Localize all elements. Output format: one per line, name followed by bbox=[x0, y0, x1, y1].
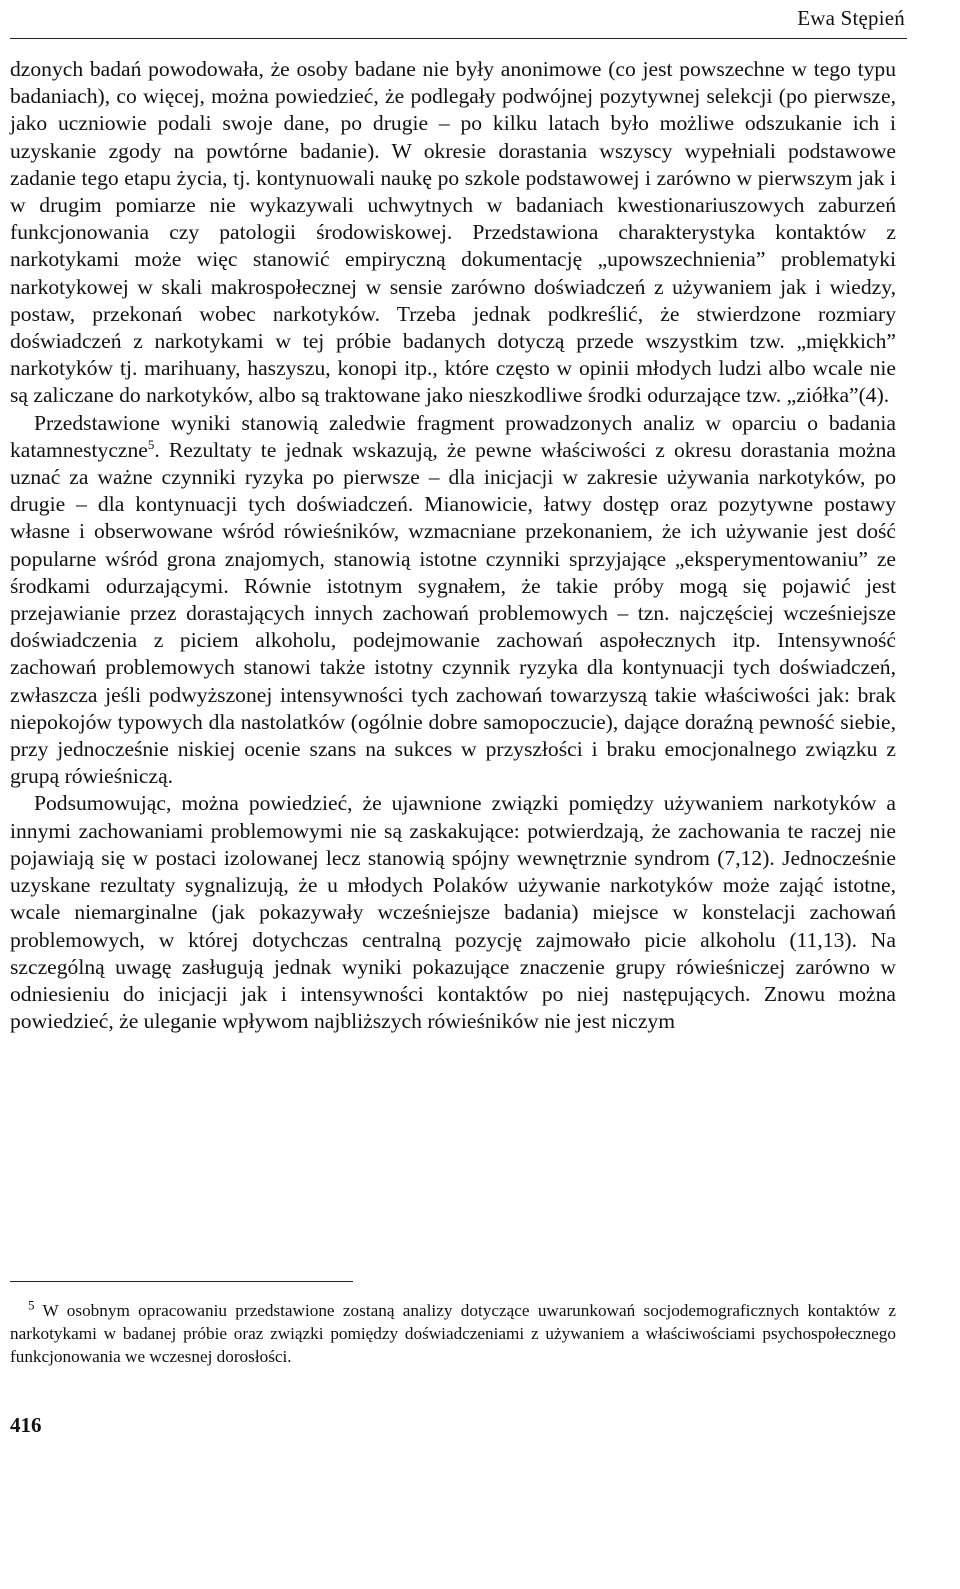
footnote-divider bbox=[10, 1281, 353, 1282]
footnote bbox=[10, 1299, 896, 1368]
paragraph-results bbox=[10, 410, 896, 791]
page-number: 416 bbox=[10, 1413, 42, 1437]
footnote-text: W osobnym opracowaniu przedstawione zostaną analizy dotyczące uwarunkowań socjodemograficznych kontaktów z narkotykami w badanej próbie oraz związki pomiędzy doświadczeniami z używaniem a właściwościami psychospołecznego funkcjonowania we wczesnej dorosłości. bbox=[10, 1301, 896, 1366]
paragraph-continued: dzonych badań powodowała, że osoby badane nie były anonimowe (co jest powszechne w tego typu badaniach), co więcej, można powiedzieć, że podlegały podwójnej pozytywnej selekcji (po pierwsze, jako uczniowie podali swoje dane, po drugie – po kilku latach było możliwe odszukanie ich i uzyskanie zgody na powtórne badanie). W okresie dorastania wszyscy wypełniali podstawowe zadanie tego etapu życia, tj. kontynuowali naukę po szkole podstawowej i zarówno w pierwszym jak i w drugim pomiarze nie wykazywali uchwytnych w badaniach kwestionariuszowych zaburzeń funkcjonowania czy patologii środowiskowej. Przedstawiona charakterystyka kontaktów z narkotykami może więc stanowić empiryczną dokumentację „upowszechnienia” problematyki narkotykowej w skali makrospołecznej w sensie zarówno doświadczeń z używaniem jak i wiedzy, postaw, przekonań wobec narkotyków. Trzeba jednak podkreślić, że stwierdzone rozmiary doświadczeń z narkotykami w tej próbie badanych dotyczą przede wszystkim tzw. „miękkich” narkotyków tj. marihuany, haszyszu, konopi itp., które często w opinii młodych ludzi albo wcale nie są zaliczane do narkotyków, albo są traktowane jako nieszkodliwe środki odurzające tzw. „ziółka”(4). bbox=[10, 57, 896, 408]
paragraph-results-text-end: . Rezultaty te jednak wskazują, że pewne właściwości z okresu dorastania można uznać za ważne czynniki ryzyka po pierwsze – dla inicjacji w zakresie używania narkotyków, po drugie – dla kontynuacji tych doświadczeń. Mianowicie, łatwy dostęp oraz pozytywne postawy własne i obserwowane wśród rówieśników, wzmacniane przekonaniem, że ich używanie jest dość popularne wśród grona znajomych, stanowią istotne czynniki sprzyjające „eksperymentowaniu” ze środkami odurzającymi. Równie istotnym sygnałem, że takie próby mogą się pojawić jest przejawianie przez dorastających innych zachowań problemowych – tzn. najczęściej wcześniejsze doświadczenia z piciem alkoholu, podejmowanie zachowań aspołecznych itp. Intensywność zachowań problemowych stanowi także istotny czynnik ryzyka dla kontynuacji tych doświadczeń, zwłaszcza jeśli podwyższonej intensywności tych zachowań towarzyszą takie właściwości jak: brak niepokojów typowych dla nastolatków (ogólnie dobre samopoczucie), dające doraźną pewność siebie, przy jednocześnie niskiej ocenie szans na sukces w przyszłości i braku emocjonalnego związku z grupą rówieśniczą. bbox=[10, 437, 896, 789]
footnote-number: 5 bbox=[28, 1297, 35, 1313]
paragraph-results-text-start: Przedstawione wyniki stanowią zaledwie fragment prowadzonych analiz w oparciu o badania katamnestyczne bbox=[10, 410, 896, 462]
header-divider bbox=[10, 38, 907, 39]
running-header-author: Ewa Stępień bbox=[797, 6, 905, 30]
paragraph-summary: Podsumowując, można powiedzieć, że ujawnione związki pomiędzy używaniem narkotyków a innymi zachowaniami problemowymi nie są zaskakujące: potwierdzają, że zachowania te raczej nie pojawiają się w postaci izolowanej lecz stanowią spójny wewnętrznie syndrom (7,12). Jednocześnie uzyskane rezultaty sygnalizują, że u młodych Polaków używanie narkotyków może zająć istotne, wcale niemarginalne (jak pokazywały wcześniejsze badania) miejsce w konstelacji zachowań problemowych, w której dotychczas centralną pozycję zajmowało picie alkoholu (11,13). Na szczególną uwagę zasługują jednak wyniki pokazujące znaczenie grupy rówieśniczej zarówno w odniesieniu do inicjacji jak i intensywności kontaktów po niej następujących. Znowu można powiedzieć, że uleganie wpływom najbliższych rówieśników nie jest niczym bbox=[10, 791, 896, 1034]
footnote-reference[interactable]: 5 bbox=[147, 436, 155, 452]
main-text bbox=[10, 56, 896, 1035]
